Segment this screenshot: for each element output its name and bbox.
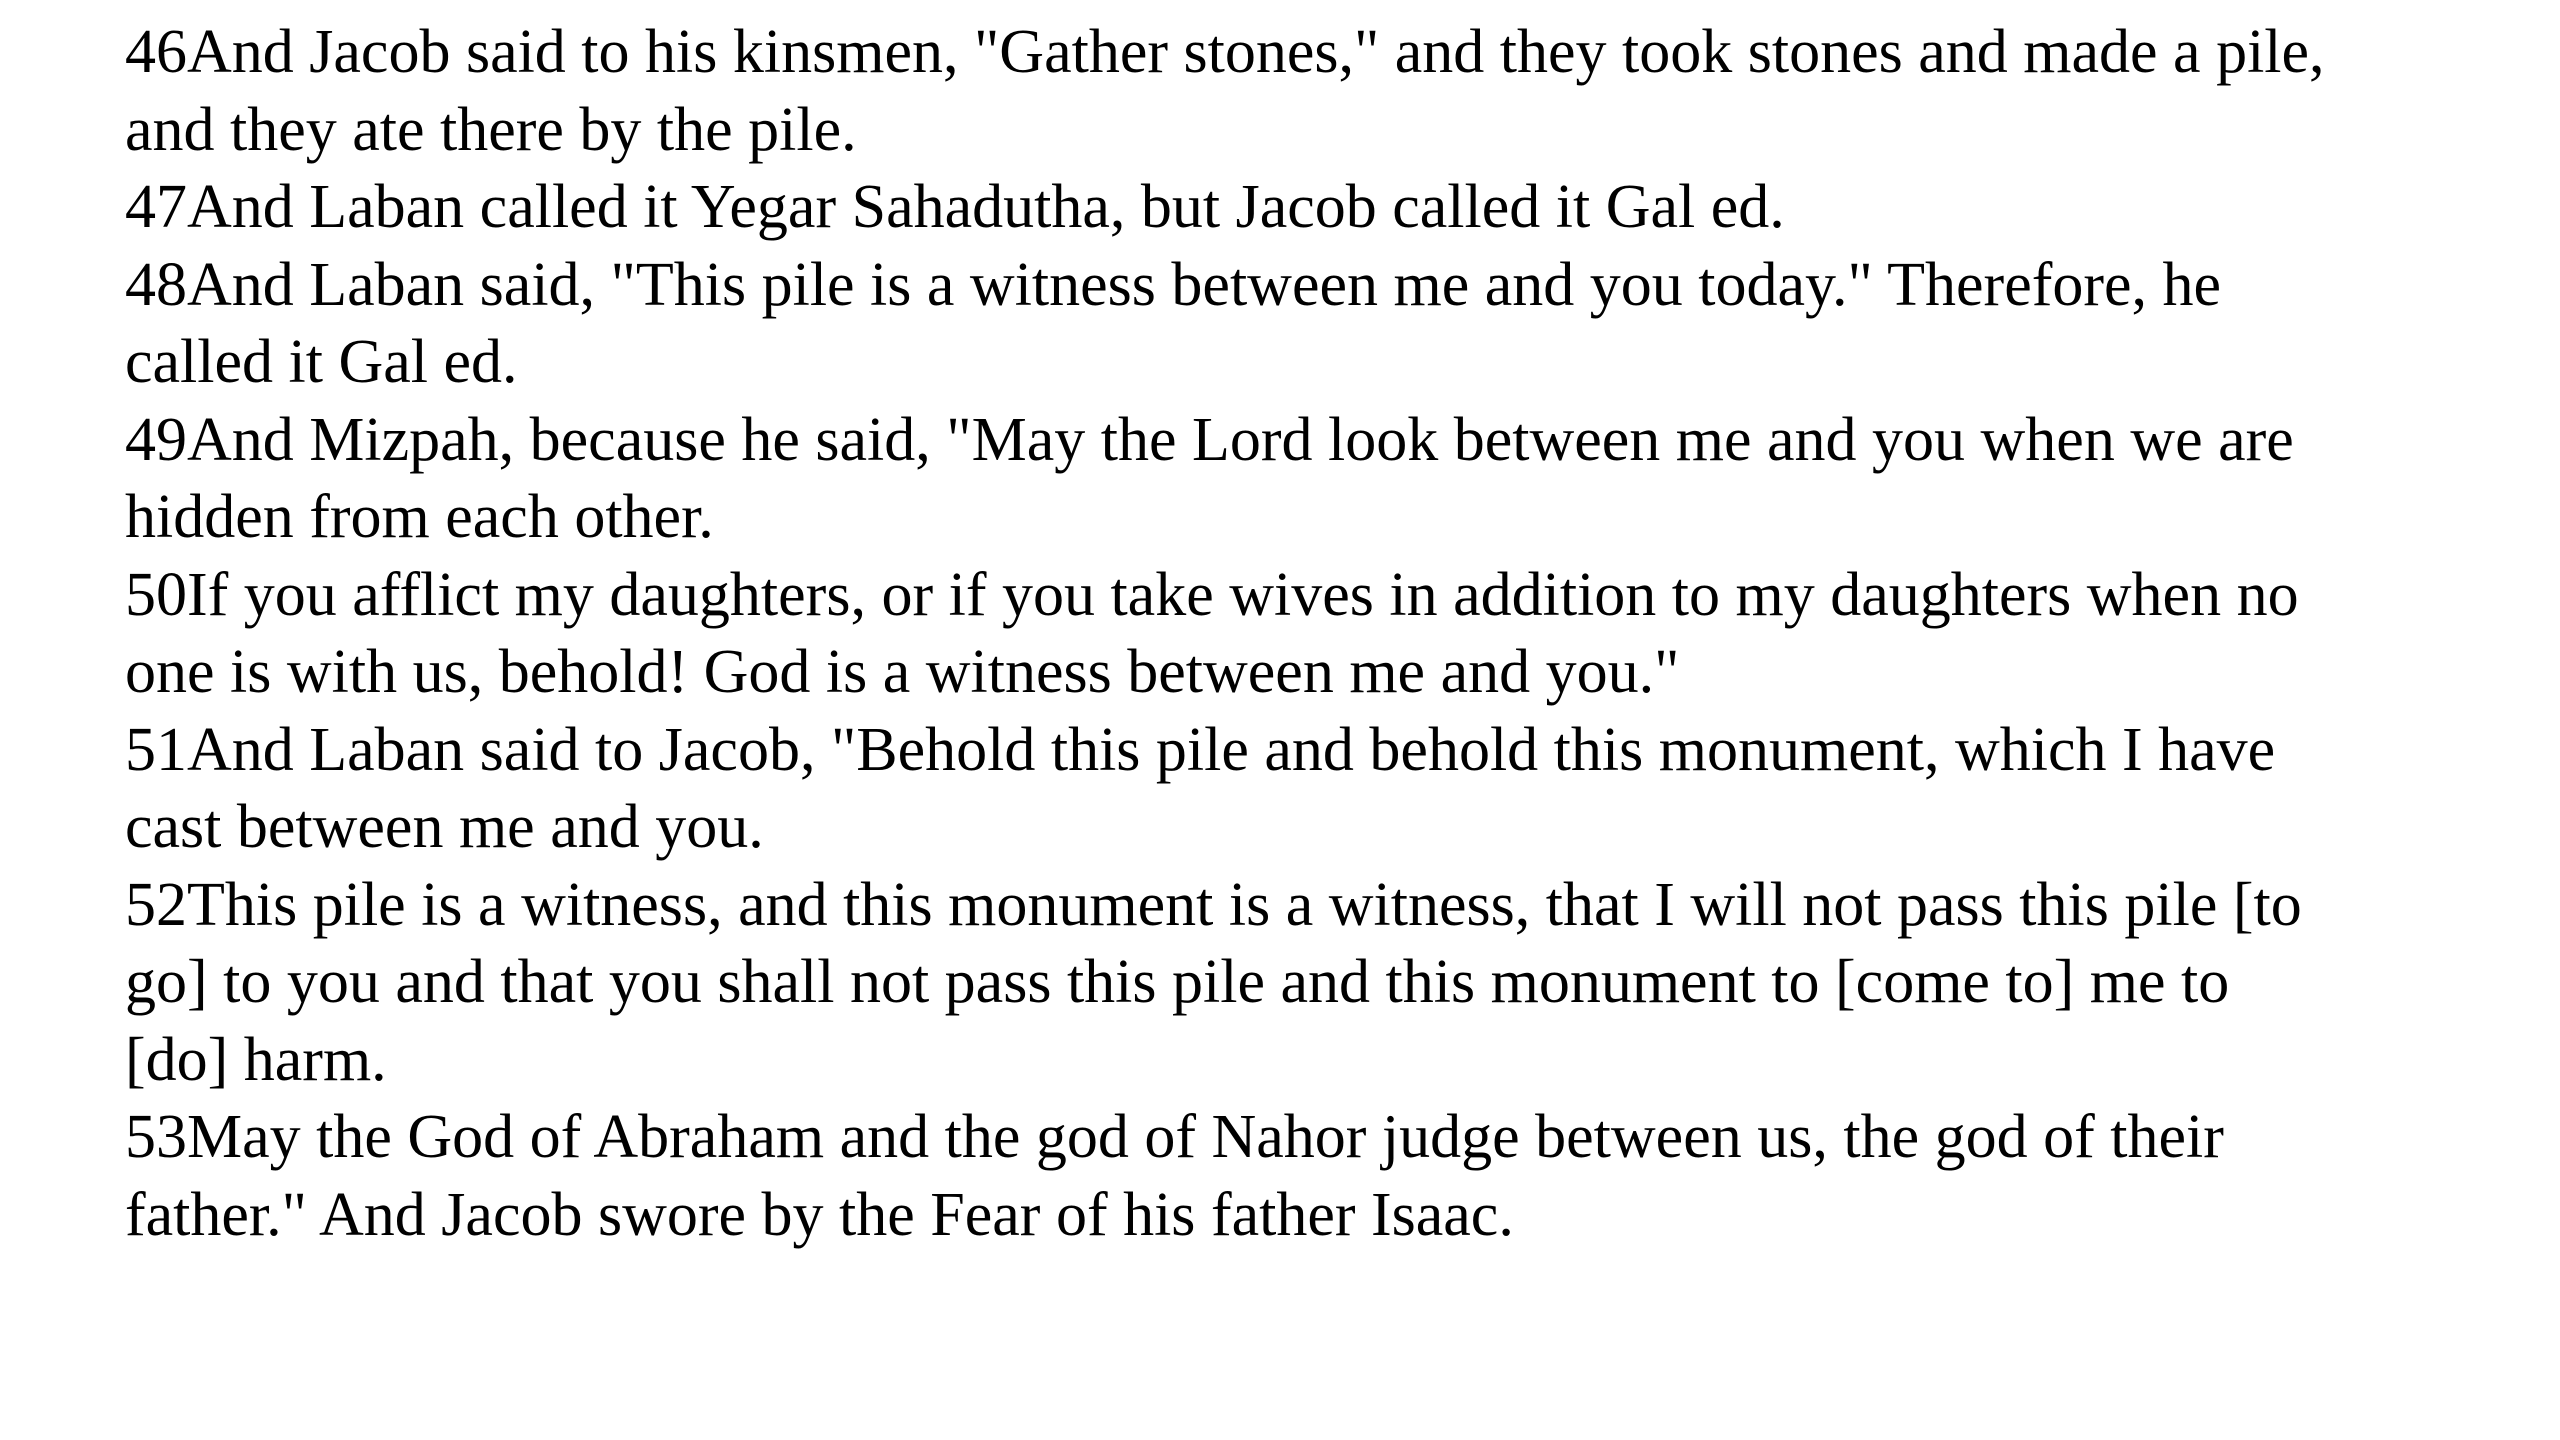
verse-50 bbox=[125, 557, 2325, 712]
verse-text: And Jacob said to his kinsmen, "Gather stones," and they took stones and made a pile, and they ate there by the pile. bbox=[125, 18, 2325, 164]
verse-number: 50 bbox=[125, 560, 187, 629]
verse-49 bbox=[125, 402, 2325, 557]
verse-46 bbox=[125, 14, 2325, 169]
verse-text: And Mizpah, because he said, "May the Lord look between me and you when we are hidden from each other. bbox=[125, 405, 2294, 551]
verse-number: 48 bbox=[125, 250, 187, 319]
verse-text: And Laban said, "This pile is a witness between me and you today." Therefore, he called it Gal ed. bbox=[125, 250, 2222, 396]
verse-text: May the God of Abraham and the god of Nahor judge between us, the god of their father." And Jacob swore by the Fear of his father Isaac. bbox=[125, 1103, 2224, 1249]
verse-text: This pile is a witness, and this monument is a witness, that I will not pass this pile [to go] to you and that you shall not pass this pile and this monument to [come to] me to [do] harm. bbox=[125, 870, 2302, 1094]
verse-number: 51 bbox=[125, 715, 187, 784]
verse-number: 53 bbox=[125, 1103, 187, 1171]
verse-53 bbox=[125, 1099, 2325, 1254]
verse-47 bbox=[125, 169, 2325, 247]
verse-number: 47 bbox=[125, 173, 187, 241]
verse-51 bbox=[125, 712, 2325, 867]
verse-number: 49 bbox=[125, 405, 187, 474]
verse-52 bbox=[125, 867, 2325, 1100]
verse-text: If you afflict my daughters, or if you take wives in addition to my daughters when no one is with us, behold! God is a witness between me and you." bbox=[125, 560, 2299, 706]
verse-number: 52 bbox=[125, 870, 187, 939]
verse-text: And Laban said to Jacob, "Behold this pile and behold this monument, which I have cast between me and you. bbox=[125, 715, 2276, 861]
verse-48 bbox=[125, 247, 2325, 402]
verse-text-block bbox=[125, 14, 2325, 1254]
verse-text: And Laban called it Yegar Sahadutha, but Jacob called it Gal ed. bbox=[187, 173, 1785, 241]
verse-number: 46 bbox=[125, 18, 187, 86]
